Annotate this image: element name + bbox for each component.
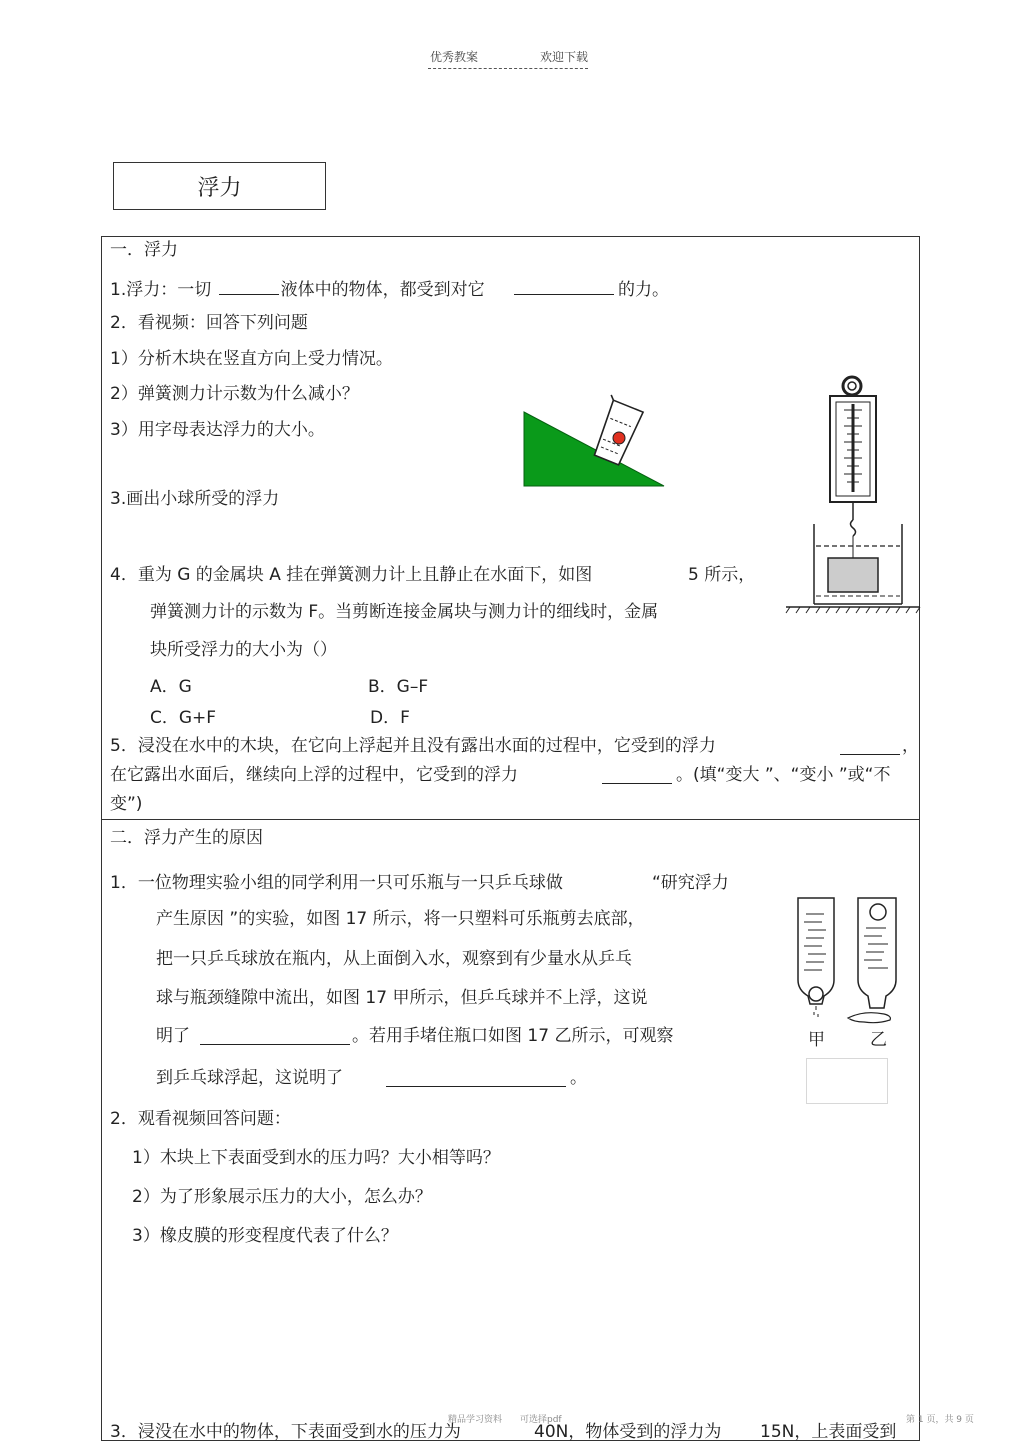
s2-q1-line6-end: 。 [570, 1068, 587, 1088]
fig-label-yi: 乙 [870, 1030, 887, 1050]
option-a[interactable]: A．G [150, 677, 192, 697]
footer-left: 精品学习资料 [448, 1415, 503, 1425]
s1-q1 [110, 278, 669, 300]
s1-q4-line1: 4．重为 G 的金属块 A 挂在弹簧测力计上且静止在水面下，如图 [110, 565, 593, 585]
section1-heading: 一．浮力 [110, 240, 178, 260]
s1-q1-prefix: 1.浮力：一切 [110, 280, 212, 300]
s2-q1-blank2[interactable] [386, 1070, 566, 1087]
header-divider [428, 68, 588, 69]
section2-heading: 二．浮力产生的原因 [110, 828, 263, 848]
s1-q5-line3: 变”) [110, 794, 143, 814]
s1-q2-2: 2）弹簧测力计示数为什么减小？ [110, 384, 359, 404]
s1-q5-blank1[interactable] [840, 738, 900, 755]
bottle-yi-icon [848, 898, 896, 1023]
header-right: 欢迎下载 [540, 50, 589, 64]
bottle-jia-icon [798, 898, 834, 1017]
green-slope-icon [524, 412, 664, 486]
header-left: 优秀教案 [430, 50, 479, 64]
s1-q1-mid: 液体中的物体，都受到对它 [280, 280, 485, 300]
option-d[interactable]: D．F [370, 708, 410, 728]
figure-caption-box [806, 1058, 888, 1104]
s2-q1-line1-end: “研究浮力 [652, 873, 729, 893]
cola-bottle-figure [794, 892, 904, 1052]
s1-q5-line1: 5．浸没在水中的木块，在它向上浮起并且没有露出水面的过程中，它受到的浮力 [110, 736, 716, 756]
fig-label-jia: 甲 [808, 1030, 825, 1050]
s2-q1-blank1[interactable] [200, 1028, 350, 1045]
page-number: 第 1 页，共 9 页 [906, 1415, 974, 1425]
s2-q1-line1: 1．一位物理实验小组的同学利用一只可乐瓶与一只乒乓球做 [110, 873, 563, 893]
s1-q5-line2-end: 。(填“变大 ”、“变小 ”或“不 [676, 765, 891, 785]
s1-q1-blank2[interactable] [514, 278, 614, 295]
metal-block-icon [828, 558, 878, 592]
footer-mid: 可选择pdf [520, 1415, 562, 1425]
option-c[interactable]: C．G+F [150, 708, 217, 728]
spring-scale-figure [786, 374, 921, 614]
s1-q2: 2．看视频：回答下列问题 [110, 313, 308, 333]
s1-q4-line3: 块所受浮力的大小为（） [150, 640, 337, 660]
s2-q1-line4: 球与瓶颈缝隙中流出，如图 17 甲所示，但乒乓球并不上浮，这说 [156, 988, 648, 1008]
s1-q1-blank1[interactable] [219, 278, 279, 295]
incline-beaker-figure [520, 396, 670, 492]
s2-q2-1: 1）木块上下表面受到水的压力吗？大小相等吗？ [132, 1148, 500, 1168]
red-ball-icon [613, 432, 625, 444]
section-divider [101, 819, 920, 820]
s2-q1-line2: 产生原因 ”的实验，如图 17 所示，将一只塑料可乐瓶剪去底部， [156, 909, 645, 929]
page-title: 浮力 [113, 162, 326, 210]
option-b[interactable]: B．G–F [368, 677, 429, 697]
hand-icon [848, 1013, 890, 1023]
s2-q2-3: 3）橡皮膜的形变程度代表了什么？ [132, 1226, 398, 1246]
s2-q3-b: 40N，物体受到的浮力为 [534, 1422, 722, 1442]
s1-q4-line2: 弹簧测力计的示数为 F。当剪断连接金属块与测力计的细线时，金属 [150, 602, 659, 622]
s2-q3-c: 15N，上表面受到 [760, 1422, 897, 1442]
s1-q5-line2: 在它露出水面后，继续向上浮的过程中，它受到的浮力 [110, 765, 518, 785]
s2-q1-line3: 把一只乒乓球放在瓶内，从上面倒入水，观察到有少量水从乒乓 [156, 949, 632, 969]
s1-q5-line1-end: ， [902, 736, 919, 756]
beaker-icon [588, 395, 645, 466]
s2-q1-line5-end: 。若用手堵住瓶口如图 17 乙所示，可观察 [352, 1026, 674, 1046]
s1-q3: 3.画出小球所受的浮力 [110, 489, 280, 509]
s1-q2-1: 1）分析木块在竖直方向上受力情况。 [110, 349, 393, 369]
s2-q1-line5: 明了 [156, 1026, 190, 1046]
s1-q4-line1-end: 5 所示， [688, 565, 756, 585]
s2-q1-line6: 到乒乓球浮起，这说明了 [156, 1068, 343, 1088]
s2-q3-a: 3．浸没在水中的物体，下表面受到水的压力为 [110, 1422, 461, 1442]
s2-q2-2: 2）为了形象展示压力的大小，怎么办？ [132, 1187, 432, 1207]
s1-q5-blank2[interactable] [602, 767, 672, 784]
s1-q1-suffix: 的力。 [618, 280, 670, 300]
s2-q2: 2．观看视频回答问题： [110, 1109, 291, 1129]
s1-q2-3: 3）用字母表达浮力的大小。 [110, 420, 325, 440]
